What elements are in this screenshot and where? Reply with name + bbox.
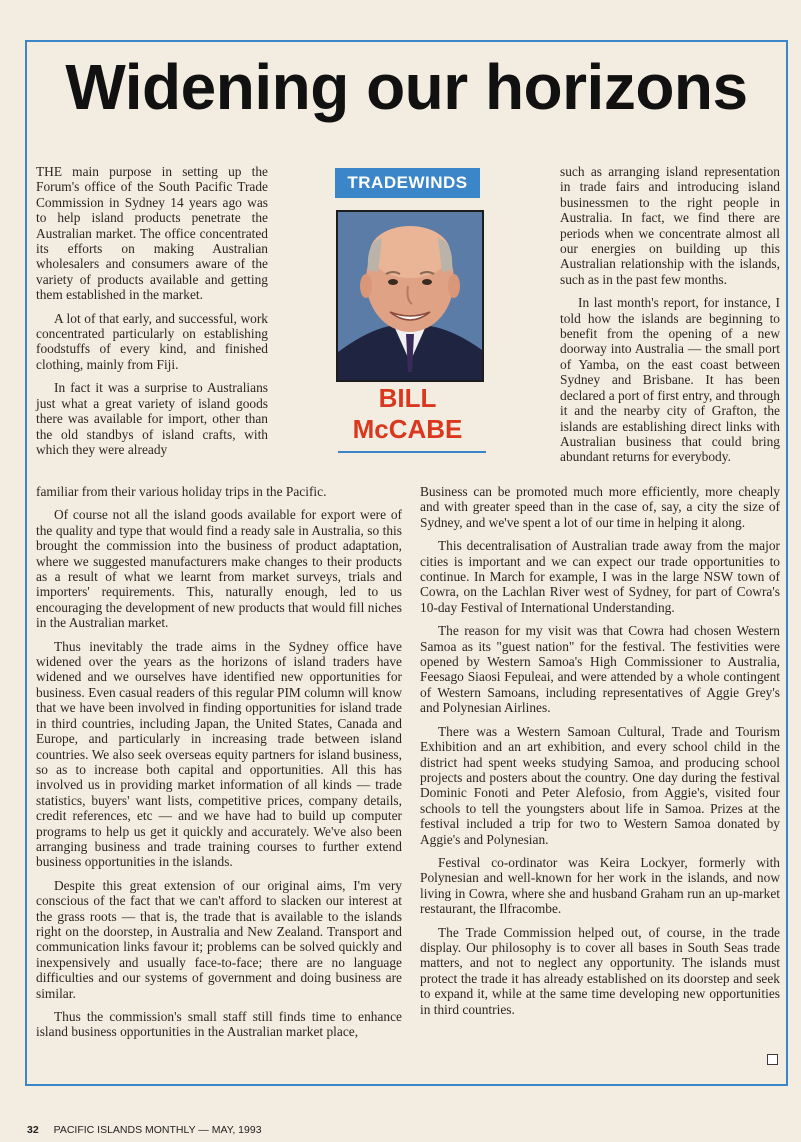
- portrait-illustration: [338, 212, 482, 380]
- author-portrait: [336, 210, 484, 382]
- paragraph: Festival co-ordinator was Keira Lockyer, formerly with Polynesian and well-known for her work in the islands, and now living in Cowra, where she and husband Graham run an up-market restaurant, the Ilfracombe.: [420, 854, 780, 917]
- paragraph: familiar from their various holiday trips in the Pacific.: [36, 484, 327, 499]
- paragraph: In last month's report, for instance, I told how the islands are beginning to benefit from the opening of a new doorway into Australia — the small port of Yamba, on the east coast between Sydney and Brisbane. It has been declared a port of first entry, and through it and the nearby city of Grafton, the islands are establishing direct links with Australian business that could bring abundant returns for everybody.: [560, 295, 780, 465]
- paragraph: This decentralisation of Australian trade away from the major cities is important and we can expect our trade opportunities to continue. In March for example, I was in the large NSW town of Cowra, on the Lachlan River west of Sydney, for part of Cowra's 10-day Festival of International Understanding.: [420, 538, 780, 615]
- paragraph: The reason for my visit was that Cowra had chosen Western Samoa as its "guest nation" for the festival. The festivities were opened by Western Samoa's High Commissioner to Australia, Feesago Siaosi Fepuleai, and were attended by a whole contingent of Western Samoans, including representatives of Aggie Grey's and Polynesian Airlines.: [420, 623, 780, 716]
- paragraph: Despite this great extension of our original aims, I'm very conscious of the fact that we can't afford to slacken our interest at the grass roots — that is, the trade that is available to the islands right on the doorstep, in Australia and New Zealand. Transport and communication links favour it; problems can be solved quickly and inexpensively and usually face-to-face; there are no language difficulties and our systems of government and doing business are similar.: [36, 877, 402, 1001]
- paragraph: There was a Western Samoan Cultural, Trade and Tourism Exhibition and an art exhibition, and every school child in the district had spent weeks studying Samoa, and producing school projects and posters about the country. One day during the festival Dominic Fonoti and Peter Alefosio, from Aggie's, visited four schools to tell the youngsters about life in Samoa. Prizes at the festival included a trip for two to Western Samoa donated by Aggie's and Polynesian.: [420, 723, 780, 847]
- page-footer: [27, 1124, 262, 1136]
- column-badge: TRADEWINDS: [335, 168, 480, 198]
- paragraph: such as arranging island representation in trade fairs and introducing island businessmen to the right people in Australia. In fact, we find there are periods when we concentrate almost all our energies on building up this Australian relationship with the islands, such as in the past few months.: [560, 164, 780, 287]
- page-number: 32: [27, 1124, 39, 1136]
- paragraph: Of course not all the island goods available for export were of the quality and type that would find a ready sale in Australia, so this brought the commission into the business of product adaptation, where we suggested manufacturers make changes to their products as a result of what we learnt from market surveys, trials and importers' requirements. This, naturally enough, led to us encouraging the development of new products that would fill niches in the Australian market.: [36, 507, 402, 631]
- headline: Widening our horizons: [65, 51, 748, 123]
- paragraph: A lot of that early, and successful, work concentrated particularly on establishing foodstuffs of every kind, and finished clothing, mainly from Fiji.: [36, 310, 268, 372]
- column-1-top: [36, 164, 268, 465]
- end-mark-icon: [767, 1054, 778, 1065]
- publication-line: PACIFIC ISLANDS MONTHLY — MAY, 1993: [53, 1124, 262, 1136]
- divider: [338, 451, 486, 453]
- column-3-bottom: [420, 484, 780, 1025]
- paragraph: Business can be promoted much more efficiently, more cheaply and with greater speed than in the case of, say, a city the size of Sydney, and we've spent a lot of our time in helping it along.: [420, 484, 780, 530]
- paragraph: In fact it was a surprise to Australians just what a great variety of island goods there was available for import, other than the old standbys of island crafts, with which they were already: [36, 380, 268, 457]
- author-first-name: BILL: [378, 383, 437, 413]
- paragraph: Thus the commission's small staff still finds time to enhance island business opportunities in the Australian market place,: [36, 1009, 402, 1040]
- column-3-top: [560, 164, 780, 473]
- column-1-bottom: [36, 484, 402, 1048]
- author-name: [330, 383, 485, 445]
- author-last-name: McCABE: [352, 414, 463, 444]
- paragraph: The Trade Commission helped out, of course, in the trade display. Our philosophy is to cover all bases in South Seas trade matters, and not to neglect any opportunity. The islands must protect the trade it has already established on its doorstep and seek to expand it, while at the same time developing new opportunities in third countries.: [420, 924, 780, 1017]
- paragraph: THE main purpose in setting up the Forum's office of the South Pacific Trade Commission in Sydney 14 years ago was to help island products penetrate the Australian market. The office concentrated its efforts on making Australian wholesalers and consumers aware of the variety of products available and getting them established in the market.: [36, 164, 268, 303]
- paragraph: Thus inevitably the trade aims in the Sydney office have widened over the years as the horizons of island traders have widened and we ourselves have identified new opportunities for business. Even casual readers of this regular PIM column will know that we have been involved in finding opportunities for island trade in third countries, including Japan, the United States, Canada and Europe, and particularly in increasing trade between island countries. We also seek overseas equity partners for island business, so as to increase both capital and opportunities. All this has involved us in providing market information of all kinds — trade statistics, buyers' want lists, competitive prices, company details, credit references, etc — and we have had to build up computer programs to help us get it quickly and accurately. We've also been arranging business and trade training courses to further extend business opportunities in the islands.: [36, 638, 402, 870]
